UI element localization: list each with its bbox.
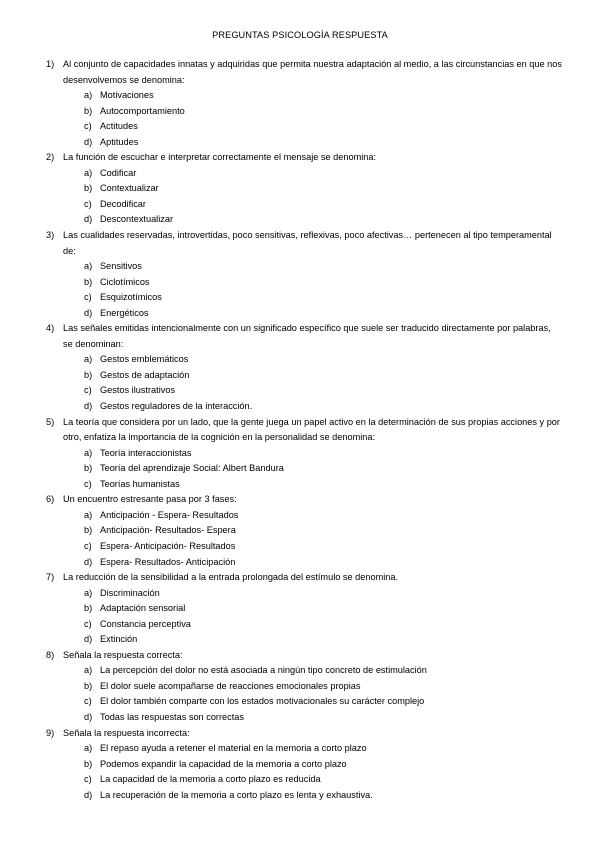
option-text: Adaptación sensorial bbox=[100, 603, 186, 614]
question-text: Señala la respuesta correcta: bbox=[63, 649, 183, 660]
option-c bbox=[63, 197, 562, 213]
option-label: a) bbox=[84, 261, 93, 272]
option-list bbox=[63, 663, 562, 725]
option-text: Esquizotímicos bbox=[100, 292, 162, 303]
option-label: a) bbox=[84, 587, 93, 598]
option-label: a) bbox=[84, 509, 93, 520]
option-label: a) bbox=[84, 447, 93, 458]
option-label: a) bbox=[84, 167, 93, 178]
option-label: c) bbox=[84, 198, 92, 209]
option-d bbox=[63, 632, 562, 648]
option-label: c) bbox=[84, 292, 92, 303]
option-d bbox=[63, 710, 562, 726]
option-label: a) bbox=[84, 665, 93, 676]
option-text: Decodificar bbox=[100, 198, 146, 209]
option-label: c) bbox=[84, 385, 92, 396]
option-list bbox=[63, 741, 562, 803]
option-label: c) bbox=[84, 696, 92, 707]
option-list bbox=[63, 586, 562, 648]
option-label: b) bbox=[84, 603, 93, 614]
option-label: d) bbox=[84, 556, 93, 567]
option-text: Motivaciones bbox=[100, 90, 154, 101]
option-d bbox=[63, 555, 562, 571]
option-list bbox=[63, 259, 562, 321]
question-list bbox=[42, 57, 562, 803]
option-d bbox=[63, 399, 562, 415]
question-8 bbox=[42, 648, 562, 726]
option-b bbox=[63, 368, 562, 384]
question-6 bbox=[42, 492, 562, 570]
option-list bbox=[63, 352, 562, 414]
option-text: La recuperación de la memoria a corto plazo es lenta y exhaustiva. bbox=[100, 789, 373, 800]
question-9 bbox=[42, 726, 562, 804]
option-text: Constancia perceptiva bbox=[100, 618, 191, 629]
option-text: Descontextualizar bbox=[100, 214, 174, 225]
option-list bbox=[63, 88, 562, 150]
option-label: d) bbox=[84, 711, 93, 722]
option-a bbox=[63, 352, 562, 368]
question-3 bbox=[42, 228, 562, 321]
option-a bbox=[63, 663, 562, 679]
option-text: Discriminación bbox=[100, 587, 160, 598]
option-label: d) bbox=[84, 634, 93, 645]
option-a bbox=[63, 446, 562, 462]
option-a bbox=[63, 741, 562, 757]
question-4 bbox=[42, 321, 562, 414]
option-text: Gestos de adaptación bbox=[100, 369, 190, 380]
option-b bbox=[63, 181, 562, 197]
option-d bbox=[63, 306, 562, 322]
question-text: La reducción de la sensibilidad a la entrada prolongada del estímulo se denomina. bbox=[63, 572, 399, 583]
question-number: 7) bbox=[46, 572, 55, 583]
option-c bbox=[63, 539, 562, 555]
option-b bbox=[63, 679, 562, 695]
option-b bbox=[63, 601, 562, 617]
question-number: 2) bbox=[46, 152, 55, 163]
question-number: 4) bbox=[46, 323, 55, 334]
question-text: Las cualidades reservadas, introvertidas, poco sensitivas, reflexivas, poco afectivas… pertenecen al tipo temperamental de: bbox=[63, 230, 552, 256]
option-c bbox=[63, 290, 562, 306]
question-number: 1) bbox=[46, 59, 55, 69]
option-label: a) bbox=[84, 90, 93, 101]
question-text: Las señales emitidas intencionalmente con un significado específico que suele ser traducido directamente por palabras, se denominan: bbox=[63, 323, 551, 349]
option-label: b) bbox=[84, 758, 93, 769]
question-text: La función de escuchar e interpretar correctamente el mensaje se denomina: bbox=[63, 152, 377, 163]
option-text: Todas las respuestas son correctas bbox=[100, 711, 245, 722]
option-label: d) bbox=[84, 136, 93, 147]
option-b bbox=[63, 461, 562, 477]
option-text: Contextualizar bbox=[100, 183, 159, 194]
option-text: Anticipación- Resultados- Espera bbox=[100, 525, 236, 536]
question-5 bbox=[42, 415, 562, 493]
option-text: Espera- Anticipación- Resultados bbox=[100, 540, 236, 551]
question-1 bbox=[42, 57, 562, 150]
question-number: 9) bbox=[46, 727, 55, 738]
option-text: El dolor también comparte con los estados motivacionales su carácter complejo bbox=[100, 696, 425, 707]
option-c bbox=[63, 119, 562, 135]
option-c bbox=[63, 617, 562, 633]
option-label: b) bbox=[84, 276, 93, 287]
option-list bbox=[63, 446, 562, 493]
option-text: La percepción del dolor no está asociada a ningún tipo concreto de estimulación bbox=[100, 665, 427, 676]
option-label: a) bbox=[84, 743, 93, 754]
option-label: b) bbox=[84, 525, 93, 536]
question-number: 8) bbox=[46, 649, 55, 660]
option-b bbox=[63, 275, 562, 291]
option-label: c) bbox=[84, 121, 92, 132]
option-text: El repaso ayuda a retener el material en la memoria a corto plazo bbox=[100, 743, 367, 754]
option-text: Energéticos bbox=[100, 307, 149, 318]
option-text: Teorías humanistas bbox=[100, 478, 180, 489]
option-c bbox=[63, 383, 562, 399]
option-a bbox=[63, 259, 562, 275]
option-text: Ciclotímicos bbox=[100, 276, 150, 287]
question-number: 5) bbox=[46, 416, 55, 427]
option-text: Gestos emblemáticos bbox=[100, 354, 189, 365]
option-label: b) bbox=[84, 183, 93, 194]
option-c bbox=[63, 772, 562, 788]
question-number: 3) bbox=[46, 230, 55, 241]
option-text: Autocomportamiento bbox=[100, 105, 185, 116]
option-label: c) bbox=[84, 540, 92, 551]
option-d bbox=[63, 788, 562, 804]
option-text: Teoría interaccionistas bbox=[100, 447, 192, 458]
option-label: c) bbox=[84, 618, 92, 629]
option-list bbox=[63, 508, 562, 570]
option-label: c) bbox=[84, 774, 92, 785]
question-2 bbox=[42, 150, 562, 228]
option-a bbox=[63, 166, 562, 182]
option-text: Sensitivos bbox=[100, 261, 142, 272]
option-label: d) bbox=[84, 401, 93, 412]
document-title: PREGUNTAS PSICOLOGÍA RESPUESTA bbox=[212, 30, 388, 40]
option-label: b) bbox=[84, 105, 93, 116]
option-label: d) bbox=[84, 214, 93, 225]
option-text: Podemos expandir la capacidad de la memoria a corto plazo bbox=[100, 758, 347, 769]
option-a bbox=[63, 586, 562, 602]
option-text: Extinción bbox=[100, 634, 138, 645]
question-7 bbox=[42, 570, 562, 648]
option-label: c) bbox=[84, 478, 92, 489]
option-a bbox=[63, 88, 562, 104]
option-b bbox=[63, 757, 562, 773]
option-b bbox=[63, 104, 562, 120]
question-text: Al conjunto de capacidades innatas y adquiridas que permita nuestra adaptación al medio, a las circunstancias en que nos desenvolvemos se denomina: bbox=[63, 59, 562, 85]
option-text: Codificar bbox=[100, 167, 137, 178]
option-text: Gestos ilustrativos bbox=[100, 385, 176, 396]
option-label: a) bbox=[84, 354, 93, 365]
option-label: b) bbox=[84, 463, 93, 474]
option-text: Espera- Resultados- Anticipación bbox=[100, 556, 236, 567]
option-label: d) bbox=[84, 307, 93, 318]
option-text: Aptitudes bbox=[100, 136, 139, 147]
option-label: b) bbox=[84, 680, 93, 691]
option-b bbox=[63, 523, 562, 539]
question-text: Un encuentro estresante pasa por 3 fases: bbox=[63, 494, 237, 505]
question-text: La teoría que considera por un lado, que la gente juega un papel activo en la determinación de sus propias acciones y por otro, enfatiza la importancia de la cognición en la personalidad se denomina: bbox=[63, 416, 560, 443]
option-d bbox=[63, 212, 562, 228]
option-d bbox=[63, 135, 562, 151]
option-text: El dolor suele acompañarse de reacciones emocionales propias bbox=[100, 680, 361, 691]
option-text: La capacidad de la memoria a corto plazo es reducida bbox=[100, 774, 321, 785]
question-text: Señala la respuesta incorrecta: bbox=[63, 727, 190, 738]
option-text: Anticipación - Espera- Resultados bbox=[100, 509, 239, 520]
option-label: b) bbox=[84, 369, 93, 380]
option-list bbox=[63, 166, 562, 228]
option-c bbox=[63, 694, 562, 710]
option-text: Gestos reguladores de la interacción. bbox=[100, 401, 253, 412]
question-number: 6) bbox=[46, 494, 55, 505]
option-c bbox=[63, 477, 562, 493]
option-a bbox=[63, 508, 562, 524]
option-text: Teoría del aprendizaje Social: Albert Bandura bbox=[100, 463, 284, 474]
option-label: d) bbox=[84, 789, 93, 800]
option-text: Actitudes bbox=[100, 121, 138, 132]
